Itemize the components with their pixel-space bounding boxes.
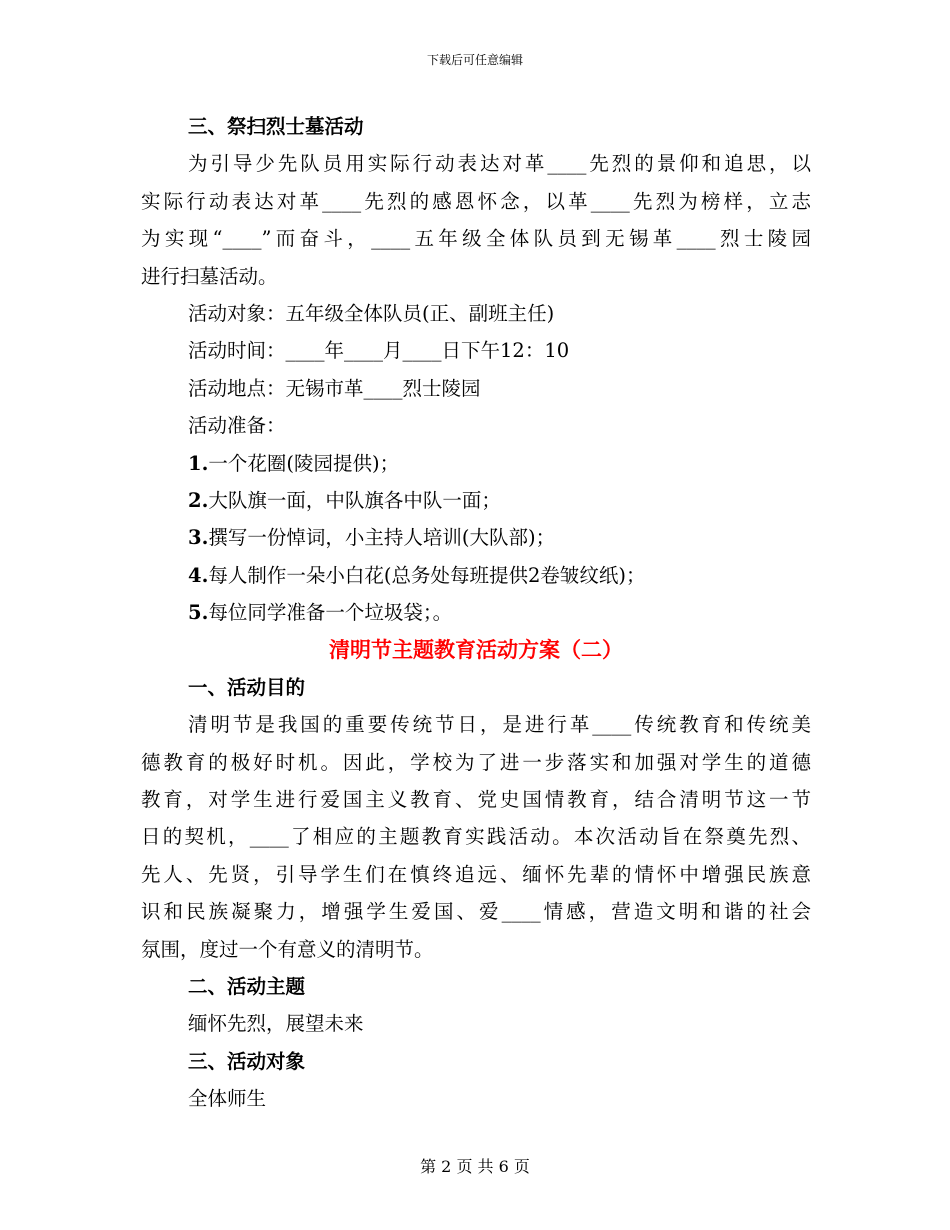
prep-item-number: 1.: [188, 451, 209, 475]
prep-item-text: 每位同学准备一个垃圾袋；。: [208, 601, 453, 625]
section-heading-object: 三、活动对象: [188, 1049, 306, 1073]
prep-item-number: 3.: [188, 526, 209, 550]
paragraph-line: 为引导少先队员用实际行动表达对革____先烈的景仰和追思，以: [188, 152, 811, 176]
theme-text: 缅怀先烈，展望未来: [188, 1012, 364, 1036]
activity-place: 活动地点：无锡市革____烈士陵园: [188, 376, 481, 400]
paragraph-line: 教育，对学生进行爱国主义教育、党史国情教育，结合清明节这一节: [141, 788, 811, 812]
prep-list-item: [141, 445, 811, 482]
section-heading-memorial: 三、祭扫烈士墓活动: [188, 115, 364, 138]
document-body: [141, 108, 811, 1118]
object-text: 全体师生: [188, 1087, 267, 1111]
paragraph-line: 实际行动表达对革____先烈的感恩怀念，以革____先烈为榜样，立志: [141, 189, 811, 213]
prep-item-number: 5.: [188, 601, 209, 625]
activity-target: 活动对象：五年级全体队员(正、副班主任): [188, 301, 555, 325]
prep-item-number: 4.: [188, 563, 209, 587]
activity-time: 活动时间：____年____月____日下午12：10: [188, 339, 570, 363]
activity-prep-label: 活动准备：: [188, 414, 286, 438]
plan-two-title: 清明节主题教育活动方案（二）: [329, 637, 623, 663]
prep-list-item: [141, 519, 811, 556]
prep-item-text: 每人制作一朵小白花(总务处每班提供2卷皱纹纸)；: [208, 563, 646, 587]
paragraph-line: 清明节是我国的重要传统节日，是进行革____传统教育和传统美: [188, 713, 811, 737]
paragraph-line: 德教育的极好时机。因此，学校为了进一步落实和加强对学生的道德: [141, 750, 811, 774]
prep-list-item: [141, 557, 811, 594]
page-header-note: 下载后可任意编辑: [426, 53, 523, 67]
paragraph-line: 识和民族凝聚力，增强学生爱国、爱____情感，营造文明和谐的社会: [141, 900, 811, 924]
page-footer-number: 第 2 页 共 6 页: [420, 1157, 530, 1176]
prep-list-item: [141, 482, 811, 519]
prep-item-number: 2.: [188, 488, 209, 512]
prep-item-text: 撰写一份悼词，小主持人培训(大队部)；: [208, 526, 556, 550]
prep-item-text: 一个花圈(陵园提供)；: [208, 451, 400, 475]
paragraph-line: 进行扫墓活动。: [141, 264, 278, 288]
paragraph-line: 先人、先贤，引导学生们在慎终追远、缅怀先辈的情怀中增强民族意: [141, 862, 811, 886]
section-heading-purpose: 一、活动目的: [188, 675, 306, 699]
paragraph-line: 氛围，度过一个有意义的清明节。: [141, 937, 434, 961]
paragraph-line: 为实现“____”而奋斗，____五年级全体队员到无锡革____烈士陵园: [141, 227, 811, 251]
prep-list-item: [141, 594, 811, 631]
paragraph-line: 日的契机，____了相应的主题教育实践活动。本次活动旨在祭奠先烈、: [141, 825, 811, 849]
section-heading-theme: 二、活动主题: [188, 974, 306, 998]
prep-item-text: 大队旗一面，中队旗各中队一面；: [208, 488, 501, 512]
